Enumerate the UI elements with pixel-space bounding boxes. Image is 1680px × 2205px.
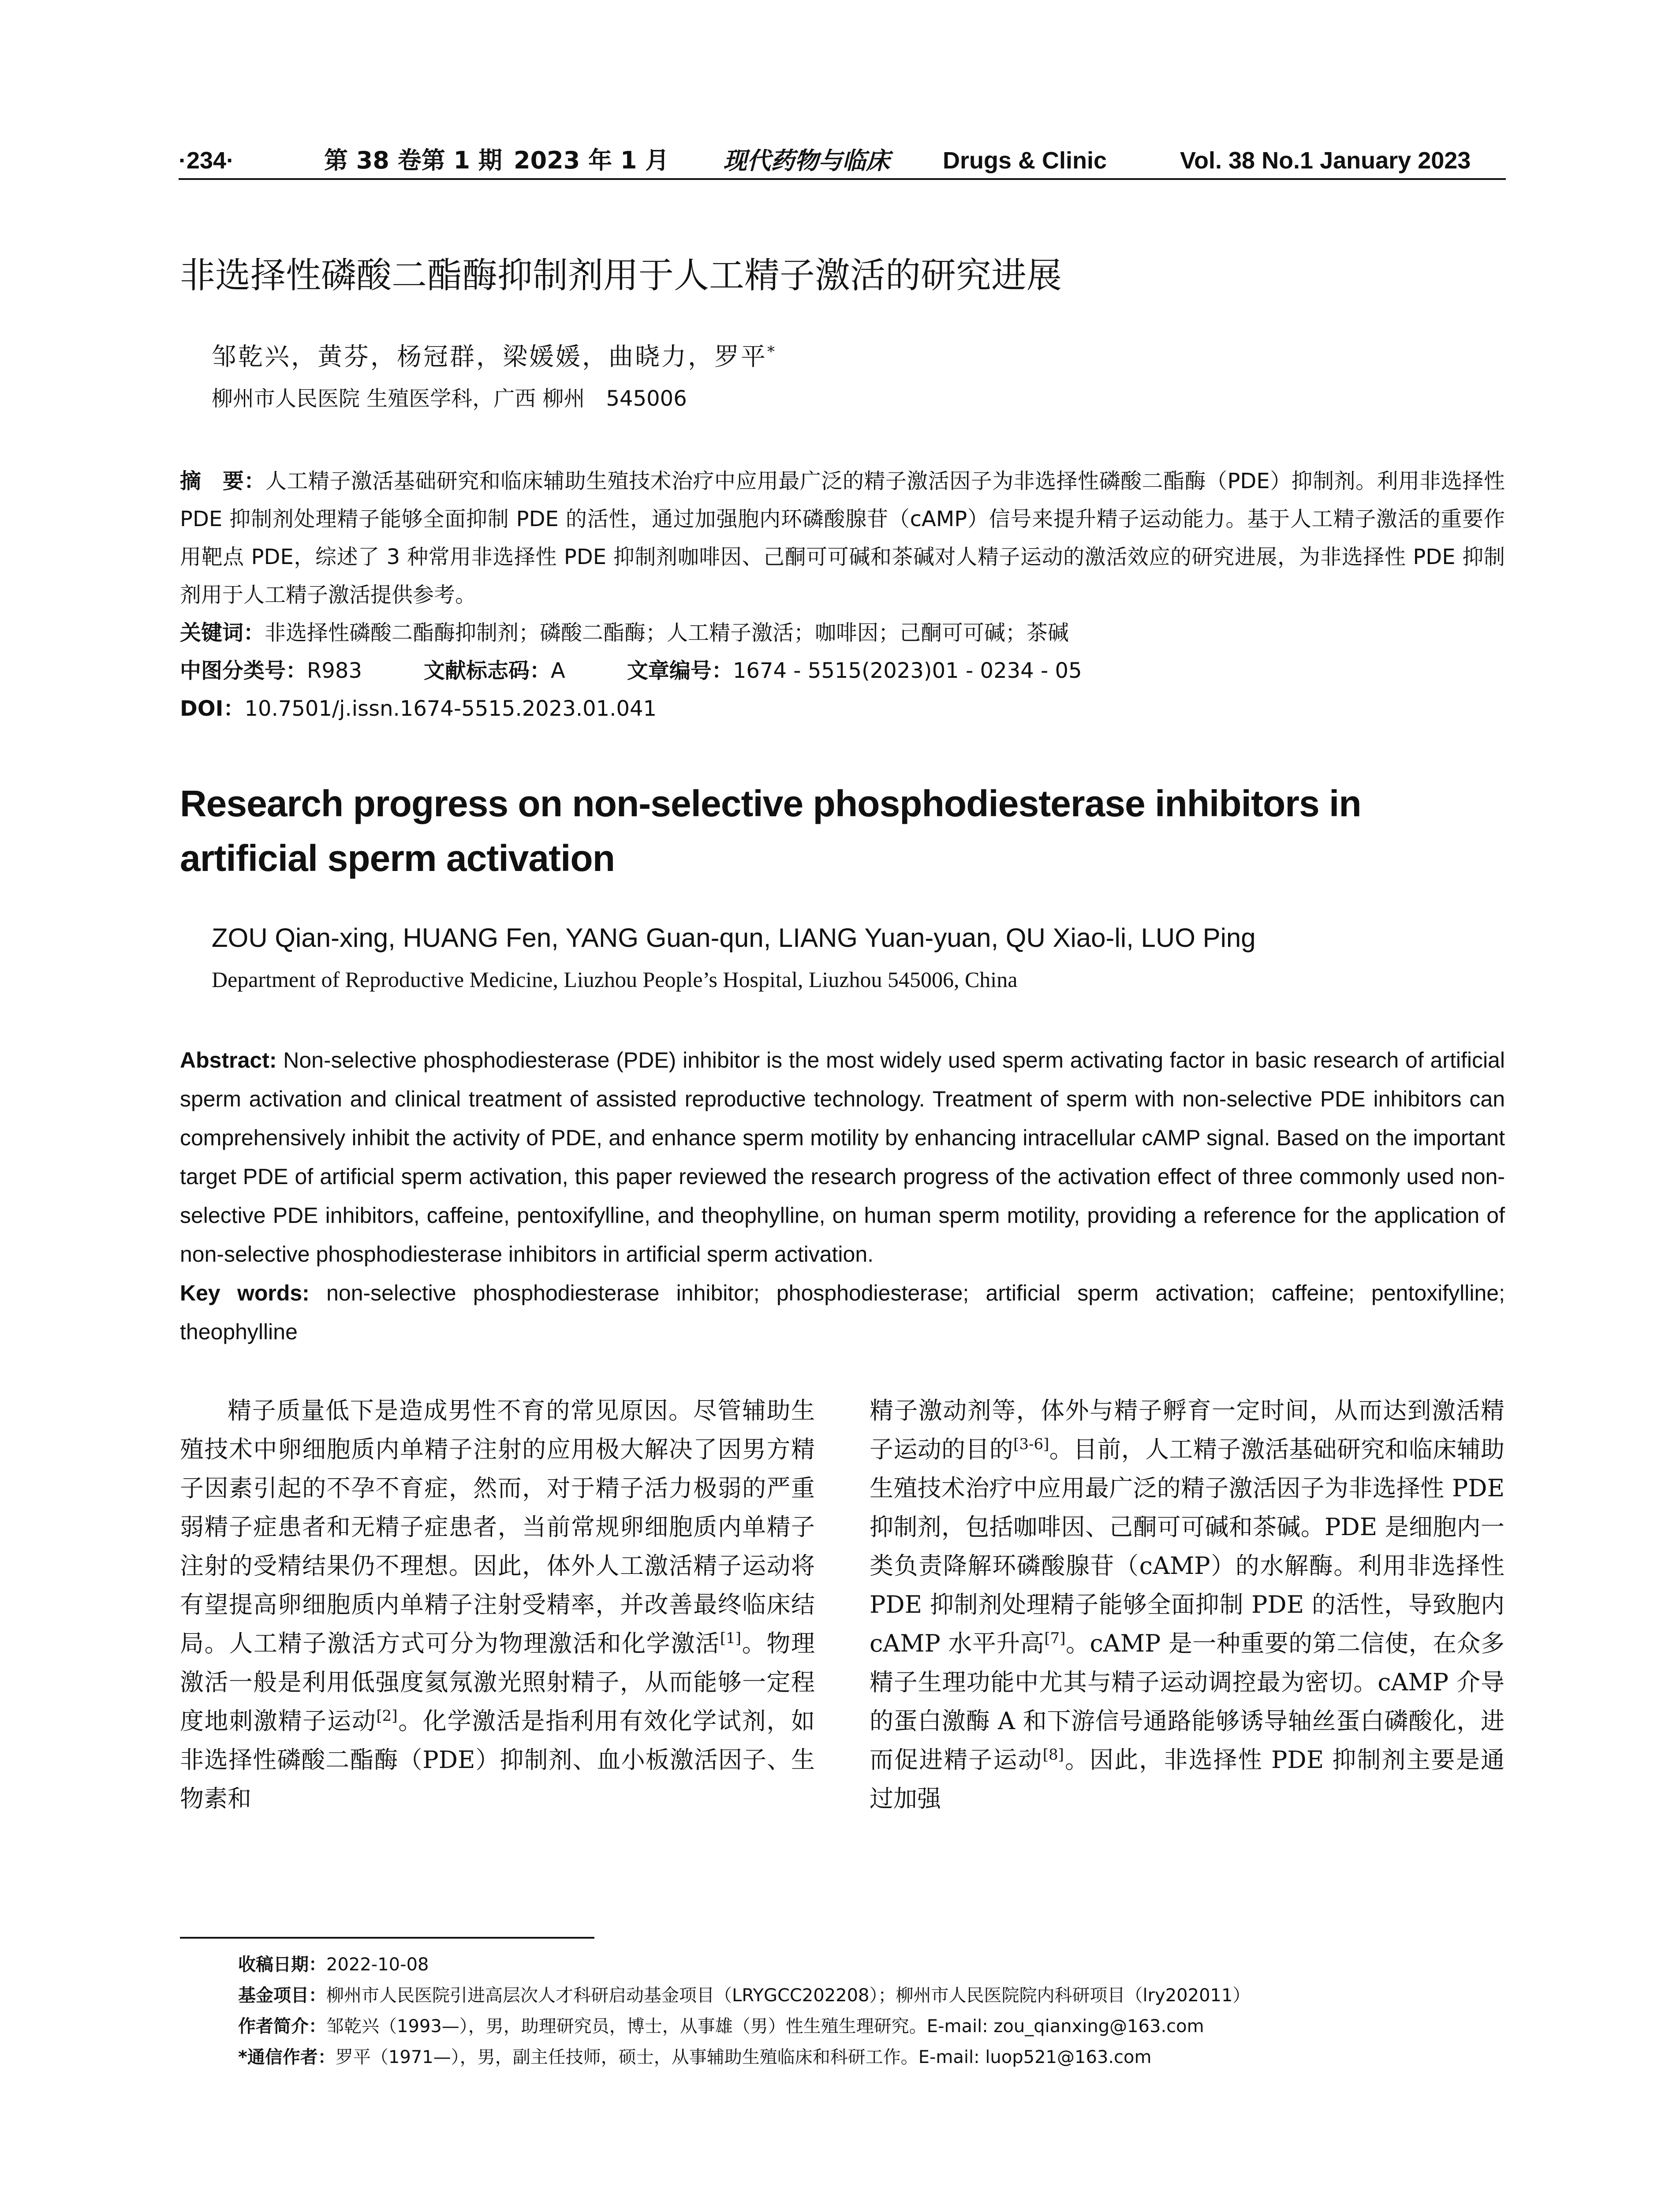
footnote-rule xyxy=(180,1937,594,1939)
received-value: 2022-10-08 xyxy=(326,1955,429,1975)
date-cn: 2023 年 1 月 xyxy=(514,146,669,174)
article-no-label: 文章编号： xyxy=(627,658,733,683)
abstract-cn-text: 人工精子激活基础研究和临床辅助生殖技术治疗中应用最广泛的精子激活因子为非选择性磷酸二酯酶（PDE）抑制剂。利用非选择性 PDE 抑制剂处理精子能够全面抑制 PDE 的活性，通过加强胞内环磷酸腺苷（cAMP）信号来提升精子运动能力。基于人工精子激活的重要作用靶点 PDE，综述了 3 种常用非选择性 PDE 抑制剂咖啡因、己酮可可碱和茶碱对人精子运动的激活效应的研究进展，为非选择性 PDE 抑制剂用于人工精子激活提供参考。 xyxy=(180,469,1505,607)
volume-issue-en: Vol. 38 No.1 January 2023 xyxy=(1180,147,1471,174)
abstract-en-block xyxy=(180,1041,1505,1351)
body-text: 精子激动剂等，体外与精子孵育一定时间，从而达到激活精子运动的目的 xyxy=(870,1397,1505,1463)
corr-value: 罗平（1971—），男，副主任技师，硕士，从事辅助生殖临床和科研工作。E-mail: luop521@163.com xyxy=(335,2047,1152,2067)
corr-label: *通信作者： xyxy=(238,2047,336,2067)
corresponding-mark: * xyxy=(767,343,777,361)
footnote-author xyxy=(238,2011,1250,2042)
doi-label: DOI： xyxy=(180,696,245,721)
affiliation-en: Department of Reproductive Medicine, Liuzhou People’s Hospital, Liuzhou 545006, China xyxy=(212,967,1018,992)
fund-label: 基金项目： xyxy=(238,1985,326,2006)
clc-value: R983 xyxy=(307,658,362,683)
citation-ref[interactable]: [3-6] xyxy=(1013,1435,1049,1453)
abstract-en xyxy=(180,1041,1505,1274)
journal-name-en: Drugs & Clinic xyxy=(943,147,1107,174)
header-rule xyxy=(179,178,1506,180)
abstract-en-text: Non-selective phosphodiesterase (PDE) inhibitor is the most widely used sperm activating factor in basic research of artificial sperm activation and clinical treatment of assisted reproductive technology. Treatment of sperm with non-selective PDE inhibitors can comprehensively inhibit the activity of PDE, and enhance sperm motility by enhancing intracellular cAMP signal. Based on the important target PDE of artificial sperm activation, this paper reviewed the research progress of the activation effect of three commonly used non-selective PDE inhibitors, caffeine, pentoxifylline, and theophylline, on human sperm motility, providing a reference for the application of non-selective phosphodiesterase inhibitors in artificial sperm activation. xyxy=(180,1048,1505,1267)
body-column-right xyxy=(870,1391,1505,1818)
body-text: 。因此，非选择性 PDE 抑制剂主要是通过加强 xyxy=(870,1746,1505,1813)
authors-cn-text: 邹乾兴，黄芬，杨冠群，梁媛媛，曲晓力，罗平 xyxy=(212,343,767,371)
keywords-cn-label: 关键词： xyxy=(180,620,265,645)
citation-ref[interactable]: [7] xyxy=(1044,1629,1066,1647)
classification-line xyxy=(180,652,1505,690)
keywords-en xyxy=(180,1274,1505,1351)
doi-line xyxy=(180,690,1505,728)
abstract-cn xyxy=(180,462,1505,614)
body-text: 。物理激活一般是利用低强度氦氖激光照射精子，从而能够一定程度地刺激精子运动 xyxy=(180,1629,815,1735)
body-text: 。化学激活是指利用有效化学试剂，如非选择性磷酸二酯酶（PDE）抑制剂、血小板激活因子、生物素和 xyxy=(180,1707,815,1813)
journal-name-cn: 现代药物与临床 xyxy=(723,146,890,175)
fund-value: 柳州市人民医院引进高层次人才科研启动基金项目（LRYGCC202208）；柳州市人民医院院内科研项目（lry202011） xyxy=(326,1985,1251,2006)
article-no-value: 1674 - 5515(2023)01 - 0234 - 05 xyxy=(732,658,1082,683)
doc-code-value: A xyxy=(551,658,565,683)
page-number: ·234· xyxy=(179,147,235,174)
authors-en: ZOU Qian-xing, HUANG Fen, YANG Guan-qun, LIANG Yuan-yuan, QU Xiao-li, LUO Ping xyxy=(212,923,1256,953)
footnote-received xyxy=(238,1949,1250,1980)
body-text: 。目前，人工精子激活基础研究和临床辅助生殖技术治疗中应用最广泛的精子激活因子为非选择性 PDE 抑制剂，包括咖啡因、己酮可可碱和茶碱。PDE 是细胞内一类负责降解环磷酸腺苷（cAMP）的水解酶。利用非选择性 PDE 抑制剂处理精子能够全面抑制 PDE 的活性，导致胞内 cAMP 水平升高 xyxy=(870,1435,1505,1657)
footnotes xyxy=(238,1949,1250,2073)
received-label: 收稿日期： xyxy=(238,1955,326,1975)
body-text: 精子质量低下是造成男性不育的常见原因。尽管辅助生殖技术中卵细胞质内单精子注射的应用极大解决了因男方精子因素引起的不孕不育症，然而，对于精子活力极弱的严重弱精子症患者和无精子症患者，当前常规卵细胞质内单精子注射的受精结果仍不理想。因此，体外人工激活精子运动将有望提高卵细胞质内单精子注射受精率，并改善最终临床结局。人工精子激活方式可分为物理激活和化学激活 xyxy=(180,1397,815,1657)
clc-label: 中图分类号： xyxy=(180,658,307,683)
abstract-en-label: Abstract: xyxy=(180,1048,277,1073)
citation-ref[interactable]: [1] xyxy=(720,1629,741,1647)
volume-issue-cn: 第 38 卷第 1 期 xyxy=(324,146,502,174)
affiliation-cn: 柳州市人民医院 生殖医学科，广西 柳州 545006 xyxy=(212,386,687,411)
author-label: 作者简介： xyxy=(238,2016,326,2037)
doc-code-label: 文献标志码： xyxy=(423,658,551,683)
abstract-cn-block xyxy=(180,462,1505,728)
doi-value[interactable]: 10.7501/j.issn.1674-5515.2023.01.041 xyxy=(244,696,657,721)
body-column-left xyxy=(180,1391,815,1818)
author-value: 邹乾兴（1993—），男，助理研究员，博士，从事雄（男）性生殖生理研究。E-mail: zou_qianxing@163.com xyxy=(326,2016,1204,2037)
keywords-en-label: Key words: xyxy=(180,1281,310,1305)
citation-ref[interactable]: [2] xyxy=(376,1707,398,1725)
citation-ref[interactable]: [8] xyxy=(1042,1746,1064,1764)
keywords-cn xyxy=(180,614,1505,652)
keywords-cn-text: 非选择性磷酸二酯酶抑制剂；磷酸二酯酶；人工精子激活；咖啡因；己酮可可碱；茶碱 xyxy=(265,620,1069,645)
abstract-cn-label: 摘 要： xyxy=(180,469,265,493)
title-en: Research progress on non-selective phosphodiesterase inhibitors in artificial sperm activation xyxy=(180,783,1361,879)
authors-cn xyxy=(212,340,777,375)
body-text: 。cAMP 是一种重要的第二信使，在众多精子生理功能中尤其与精子运动调控最为密切。cAMP 介导的蛋白激酶 A 和下游信号通路能够诱导轴丝蛋白磷酸化，进而促进精子运动 xyxy=(870,1629,1505,1774)
footnote-fund xyxy=(238,1980,1250,2011)
title-cn: 非选择性磷酸二酯酶抑制剂用于人工精子激活的研究进展 xyxy=(180,255,1062,296)
footnote-corresponding xyxy=(238,2042,1250,2073)
keywords-en-text: non-selective phosphodiesterase inhibitor; phosphodiesterase; artificial sperm activation; caffeine; pentoxifylline; theophylline xyxy=(180,1281,1505,1344)
